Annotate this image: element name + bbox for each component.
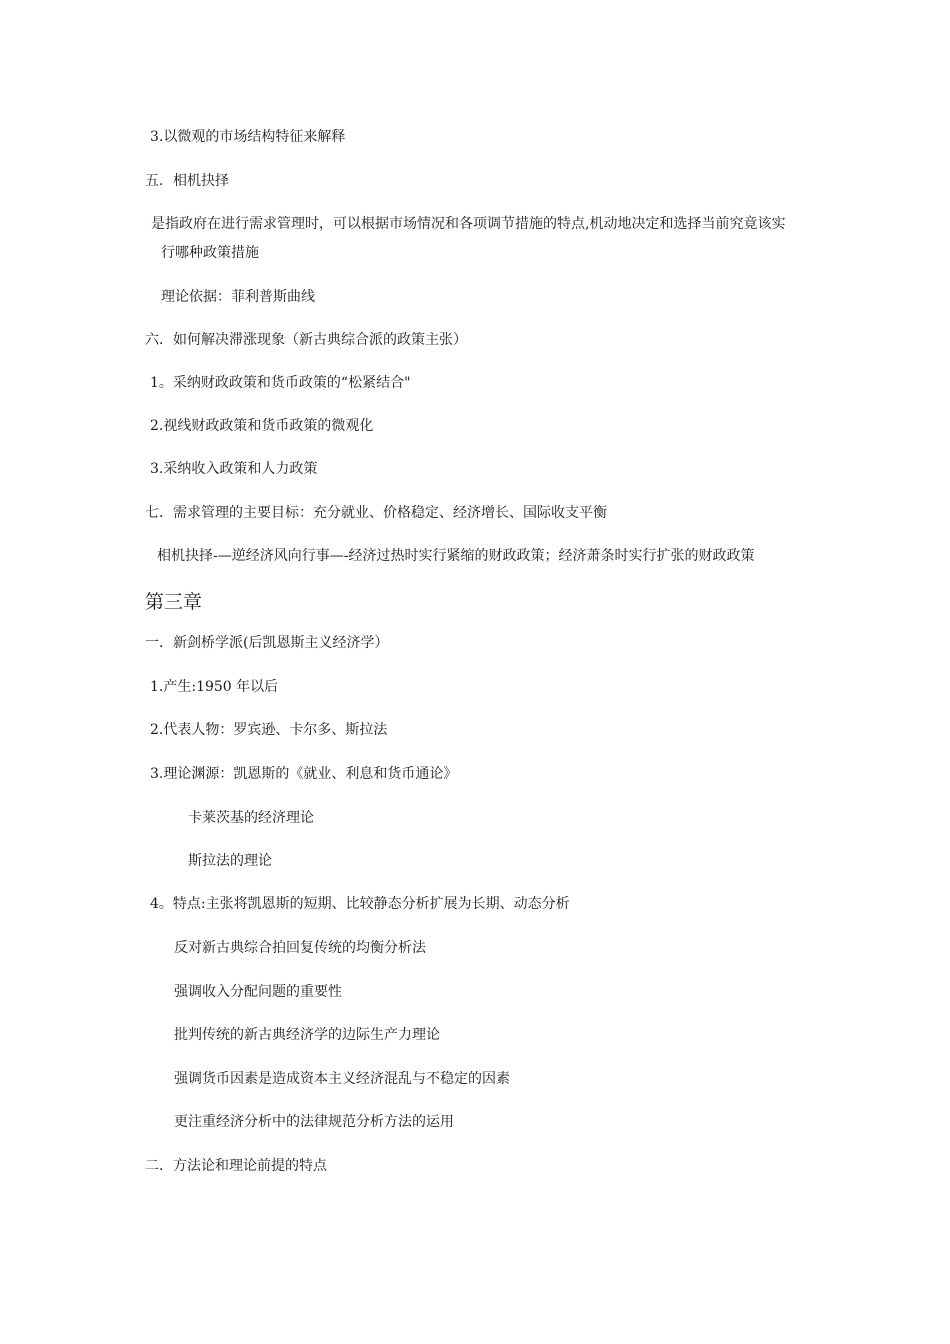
list-item: 强调收入分配问题的重要性 xyxy=(174,984,342,1000)
list-item: 3.理论渊源：凯恩斯的《就业、利息和货币通论》 xyxy=(150,766,458,782)
list-item: 3.以微观的市场结构特征来解释 xyxy=(150,129,346,145)
list-item: 2.代表人物：罗宾逊、卡尔多、斯拉法 xyxy=(150,722,388,738)
list-item: 批判传统的新古典经济学的边际生产力理论 xyxy=(174,1027,440,1043)
list-item: 强调货币因素是造成资本主义经济混乱与不稳定的因素 xyxy=(174,1071,510,1087)
paragraph-line: 是指政府在进行需求管理时，可以根据市场情况和各项调节措施的特点,机动地决定和选择当前究竟该实 xyxy=(151,216,786,232)
list-item: 卡莱茨基的经济理论 xyxy=(188,810,314,826)
section-heading: 六．如何解决滞涨现象（新古典综合派的政策主张） xyxy=(145,332,467,348)
section-heading: 七．需求管理的主要目标：充分就业、价格稳定、经济增长、国际收支平衡 xyxy=(145,505,607,521)
section-heading: 五．相机抉择 xyxy=(145,173,229,189)
list-item: 1.产生:1950 年以后 xyxy=(150,679,279,695)
paragraph-line: 行哪种政策措施 xyxy=(161,245,259,261)
list-item: 2.视线财政政策和货币政策的微观化 xyxy=(150,418,374,434)
list-item: 斯拉法的理论 xyxy=(188,853,272,869)
chapter-title: 第三章 xyxy=(145,591,203,613)
list-item: 4。特点:主张将凯恩斯的短期、比较静态分析扩展为长期、动态分析 xyxy=(150,896,570,912)
list-item: 1。采纳财政政策和货币政策的“松紧结合" xyxy=(150,375,411,391)
list-item: 更注重经济分析中的法律规范分析方法的运用 xyxy=(174,1114,454,1130)
section-heading: 二．方法论和理论前提的特点 xyxy=(145,1158,327,1174)
section-heading: 一．新剑桥学派(后凯恩斯主义经济学） xyxy=(145,635,389,651)
list-item: 反对新古典综合拍回复传统的均衡分析法 xyxy=(174,940,426,956)
list-item: 3.采纳收入政策和人力政策 xyxy=(150,461,318,477)
paragraph-line: 理论依据：菲利普斯曲线 xyxy=(161,289,315,305)
paragraph-line: 相机抉择-—逆经济风向行事—-经济过热时实行紧缩的财政政策；经济萧条时实行扩张的财政政策 xyxy=(157,548,755,564)
